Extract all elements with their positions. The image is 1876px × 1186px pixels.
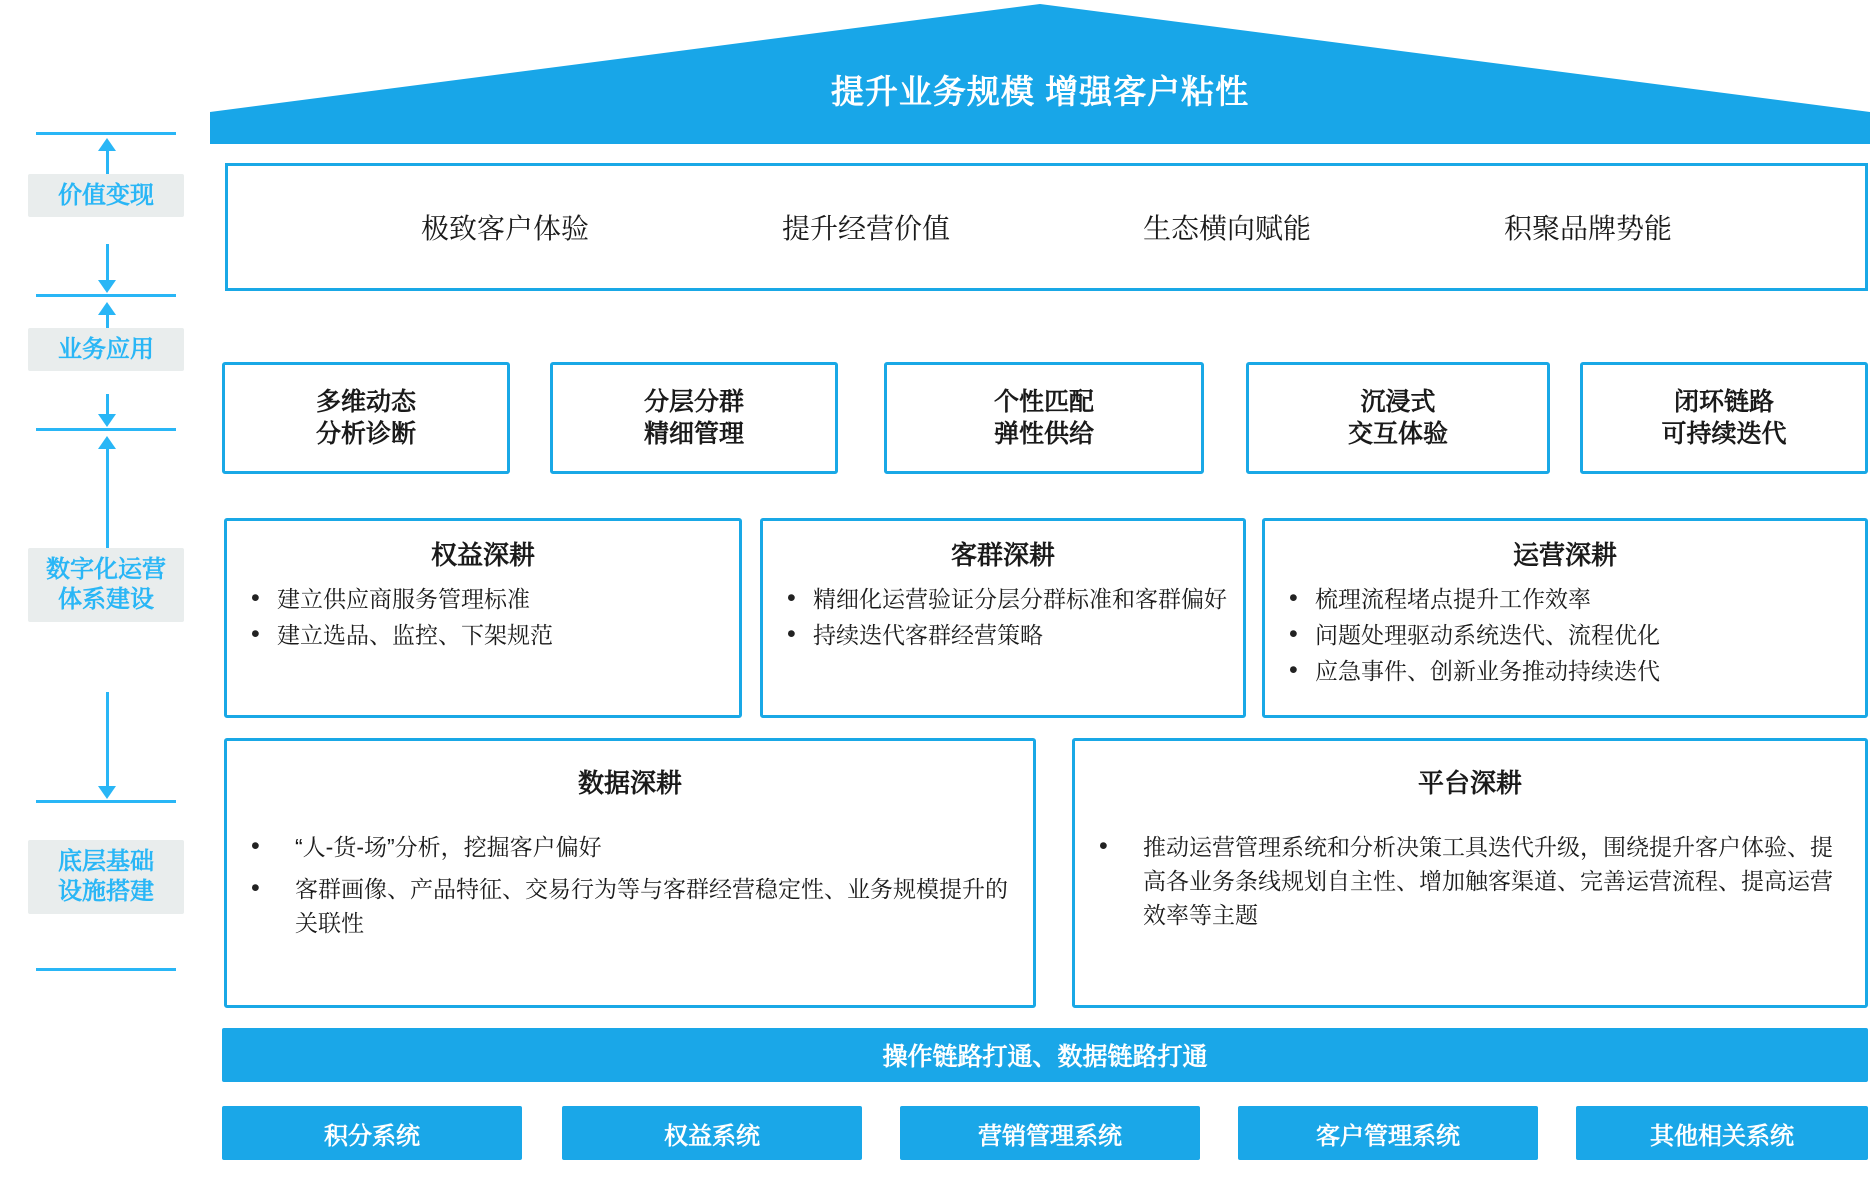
- value-item-1: 极致客户体验: [420, 213, 589, 244]
- list-item: • 推动运营管理系统和分析决策工具迭代升级，围绕提升客户体验、提高各业务条线规划自主性、增加触客渠道、完善运营流程、提高运营效率等主题: [1091, 830, 1849, 932]
- app-box-5-line1: 闭环链路: [1673, 388, 1774, 416]
- system-chip-points[interactable]: 积分系统: [222, 1106, 522, 1160]
- app-box-2-line1: 分层分群: [643, 388, 744, 416]
- rail-tick-5: [36, 968, 176, 971]
- deep-box-platform: [1072, 738, 1868, 1008]
- list-item: • 建立选品、监控、下架规范: [243, 618, 723, 652]
- deep-box-customer-group: [760, 518, 1246, 718]
- app-box-2-line2: 精细管理: [643, 420, 744, 448]
- app-box-2-text: [644, 386, 744, 450]
- stage-label-infrastructure-line1: 底层基础: [58, 848, 154, 875]
- system-chip-customer[interactable]: 客户管理系统: [1238, 1106, 1538, 1160]
- system-chip-marketing[interactable]: 营销管理系统: [900, 1106, 1200, 1160]
- list-item: • 精细化运营验证分层分群标准和客群偏好: [779, 582, 1227, 616]
- roof-banner: [210, 4, 1870, 144]
- value-item-3: 生态横向赋能: [1142, 213, 1311, 244]
- roof-title: 提升业务规模 增强客户粘性: [830, 73, 1250, 110]
- stage-label-infrastructure: [28, 840, 184, 914]
- deep-box-data-list: [243, 830, 1017, 940]
- app-box-2: [550, 362, 838, 474]
- deep-box-customer-group-title: 客群深耕: [950, 540, 1055, 570]
- stage-rail: [18, 132, 206, 1172]
- app-box-3-text: [994, 386, 1094, 450]
- deep-box-operations-list: [1281, 582, 1849, 688]
- stage-label-value: 价值变现: [28, 174, 184, 217]
- app-box-4-line2: 交互体验: [1347, 420, 1448, 448]
- list-item: • 问题处理驱动系统迭代、流程优化: [1281, 618, 1849, 652]
- deep-box-operations: [1262, 518, 1868, 718]
- list-item: • 应急事件、创新业务推动持续迭代: [1281, 654, 1849, 688]
- stage-label-digital-ops-line2: 体系建设: [58, 585, 154, 613]
- stage-label-infrastructure-line2: 设施搭建: [58, 877, 154, 905]
- app-box-5-line2: 可持续迭代: [1661, 420, 1787, 448]
- app-box-4-line1: 沉浸式: [1360, 388, 1436, 416]
- rail-line-1b: [106, 244, 109, 282]
- rail-line-3b: [106, 692, 109, 790]
- deep-box-operations-title: 运营深耕: [1512, 540, 1617, 570]
- rail-tick-1: [36, 132, 176, 135]
- list-item: • “人-货-场”分析，挖掘客户偏好: [243, 830, 1017, 864]
- rail-tick-3: [36, 428, 176, 431]
- system-chip-other[interactable]: 其他相关系统: [1576, 1106, 1868, 1160]
- deep-box-data: [224, 738, 1036, 1008]
- rail-tick-2: [36, 294, 176, 297]
- rail-arrow-dn-2: [98, 414, 116, 427]
- app-box-4: [1246, 362, 1550, 474]
- deep-box-platform-title: 平台深耕: [1417, 768, 1522, 798]
- list-item: • 客群画像、产品特征、交易行为等与客群经营稳定性、业务规模提升的关联性: [243, 872, 1017, 940]
- value-item-2: 提升经营价值: [781, 213, 950, 244]
- deep-box-rights-list: [243, 582, 723, 652]
- list-item: • 建立供应商服务管理标准: [243, 582, 723, 616]
- value-item-4: 积聚品牌势能: [1503, 213, 1672, 244]
- list-item: • 梳理流程堵点提升工作效率: [1281, 582, 1849, 616]
- app-box-1: [222, 362, 510, 474]
- app-box-1-text: [316, 386, 416, 450]
- stage-label-application: 业务应用: [28, 328, 184, 371]
- app-box-4-text: [1348, 386, 1448, 450]
- system-chip-rights[interactable]: 权益系统: [562, 1106, 862, 1160]
- stage-label-digital-ops: [28, 548, 184, 622]
- infrastructure-banner: 操作链路打通、数据链路打通: [222, 1028, 1868, 1082]
- rail-tick-4: [36, 800, 176, 803]
- deep-box-platform-list: [1091, 830, 1849, 932]
- app-box-3-line1: 个性匹配: [993, 388, 1094, 416]
- value-layer-box: [225, 163, 1868, 291]
- deep-box-customer-group-list: [779, 582, 1227, 652]
- rail-line-2b: [106, 394, 109, 416]
- app-box-1-line2: 分析诊断: [315, 420, 416, 448]
- app-box-1-line1: 多维动态: [315, 388, 416, 416]
- list-item: • 持续迭代客群经营策略: [779, 618, 1227, 652]
- rail-arrow-dn-1: [98, 280, 116, 293]
- app-box-5: [1580, 362, 1868, 474]
- deep-box-rights: [224, 518, 742, 718]
- rail-arrow-dn-3: [98, 786, 116, 799]
- app-box-3: [884, 362, 1204, 474]
- rail-line-3a: [106, 448, 109, 548]
- value-layer: [225, 163, 1868, 291]
- app-box-5-text: [1661, 386, 1786, 450]
- deep-box-data-title: 数据深耕: [577, 768, 682, 798]
- stage-label-digital-ops-line1: 数字化运营: [46, 556, 166, 583]
- deep-box-rights-title: 权益深耕: [430, 540, 535, 570]
- app-box-3-line2: 弹性供给: [993, 420, 1094, 448]
